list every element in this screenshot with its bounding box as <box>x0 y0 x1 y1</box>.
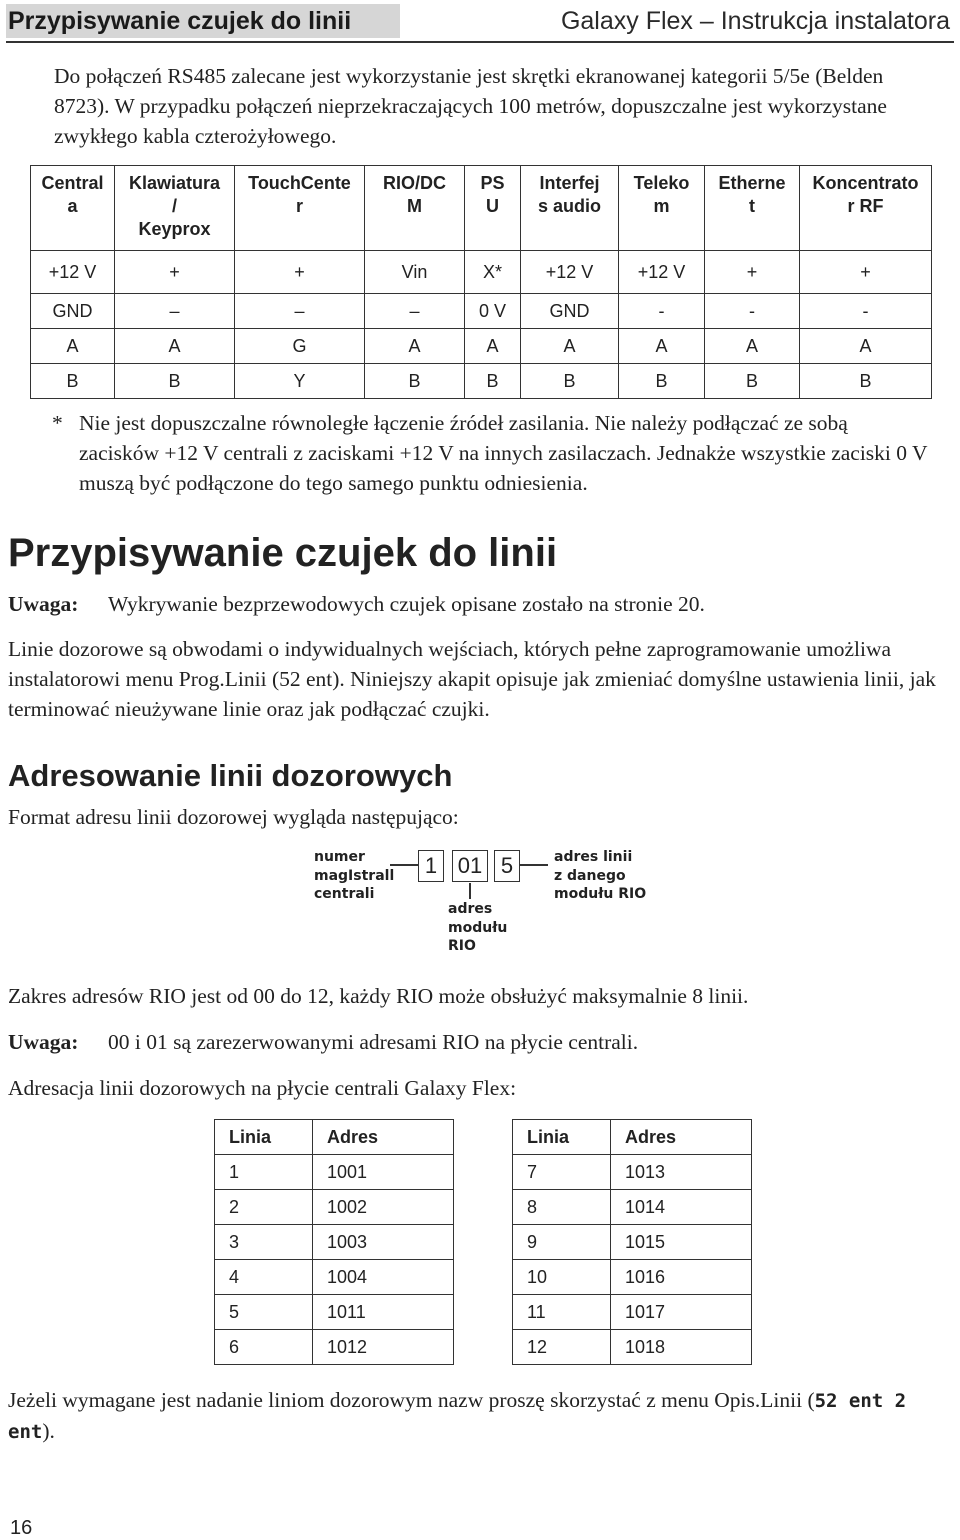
connection-table-cell: B <box>465 364 521 399</box>
note-1-text: Wykrywanie bezprzewodowych czujek opisane zostało na stronie 20. <box>108 592 705 616</box>
connection-column-header-line: RIO/DC <box>383 173 446 193</box>
header-section-title: Przypisywanie czujek do linii <box>6 4 400 38</box>
connection-table-cell: A <box>31 329 115 364</box>
zone-names-text: Jeżeli wymagane jest nadanie liniom dozorowym nazw proszę skorzystać z menu Opis.Linii ( <box>8 1388 815 1412</box>
address-table-cell: 1004 <box>313 1260 454 1295</box>
connection-table-cell: A <box>521 329 619 364</box>
connection-table-cell: +12 V <box>31 251 115 294</box>
connection-table-cell: Vin <box>365 251 465 294</box>
connection-column-header-line: Keyprox <box>138 219 211 239</box>
diagram-left-label-line: centrali <box>314 886 375 902</box>
connection-column-header <box>705 166 800 251</box>
address-table-cell: 1018 <box>611 1330 752 1365</box>
connection-column-header-line: Teleko <box>633 173 690 193</box>
diagram-right-label-line: z danego <box>554 867 626 884</box>
address-table-row <box>215 1190 454 1225</box>
address-table-row <box>513 1155 752 1190</box>
address-table-column-header: Linia <box>215 1120 313 1155</box>
address-table-cell: 10 <box>513 1260 611 1295</box>
connection-table-row <box>31 294 932 329</box>
address-table-cell: 1003 <box>313 1225 454 1260</box>
diagram-box-rio: 01 <box>452 850 488 882</box>
zone-names-paragraph <box>8 1385 953 1447</box>
note-2-text: 00 i 01 są zarezerwowanymi adresami RIO na płycie centrali. <box>108 1030 639 1054</box>
connection-table-cell: A <box>705 329 800 364</box>
addressing-intro: Adresacja linii dozorowych na płycie centrali Galaxy Flex: <box>8 1076 517 1100</box>
connection-table-cell: B <box>705 364 800 399</box>
address-table-right-header <box>513 1120 752 1155</box>
address-table-cell: 7 <box>513 1155 611 1190</box>
diagram-left-label <box>314 848 394 904</box>
connection-column-header-line: r RF <box>847 196 884 216</box>
connection-table-cell: A <box>365 329 465 364</box>
rio-range-text: Zakres adresów RIO jest od 00 do 12, każdy RIO może obsłużyć maksymalnie 8 linii. <box>8 984 749 1008</box>
connection-column-header-line: s audio <box>537 196 601 216</box>
address-format-diagram <box>312 846 652 956</box>
diagram-left-label-line: magIstrall <box>314 867 395 884</box>
address-table-cell: 12 <box>513 1330 611 1365</box>
diagram-bottom-label <box>448 900 507 956</box>
address-table-right <box>512 1119 752 1365</box>
connection-column-header <box>235 166 365 251</box>
address-table-cell: 2 <box>215 1190 313 1225</box>
menu-shortcut-code: 52 ent 2 ent <box>8 1390 907 1443</box>
address-table-row <box>215 1295 454 1330</box>
connection-table-cell: + <box>115 251 235 294</box>
connection-table-row <box>31 364 932 399</box>
diagram-bottom-label-line: adres <box>448 901 493 917</box>
address-table-cell: 1012 <box>313 1330 454 1365</box>
diagram-bottom-label-line: RIO <box>448 938 476 954</box>
address-table-row <box>215 1260 454 1295</box>
connection-column-header-line: r <box>295 196 303 216</box>
connection-table-cell: B <box>619 364 705 399</box>
address-table-cell: 1016 <box>611 1260 752 1295</box>
address-table-cell: 3 <box>215 1225 313 1260</box>
connection-column-header-line: Central <box>41 173 104 193</box>
connection-table <box>30 165 932 399</box>
connection-table-row <box>31 251 932 294</box>
connection-table-cell: – <box>365 294 465 329</box>
connection-column-header <box>619 166 705 251</box>
diagram-connector-bottom <box>469 883 471 899</box>
connection-column-header <box>465 166 521 251</box>
footnote <box>52 408 932 498</box>
connection-table-cell: A <box>619 329 705 364</box>
connection-table-cell: 0 V <box>465 294 521 329</box>
address-table-row <box>513 1330 752 1365</box>
connection-table-cell: A <box>115 329 235 364</box>
address-table-cell: 1002 <box>313 1190 454 1225</box>
connection-column-header-line: Klawiatura <box>128 173 221 193</box>
connection-table-cell: + <box>800 251 932 294</box>
connection-column-header-line: a <box>67 196 78 216</box>
note-1 <box>8 589 948 619</box>
connection-column-header-line: M <box>407 196 422 216</box>
address-table-cell: 1011 <box>313 1295 454 1330</box>
connection-table-cell: - <box>619 294 705 329</box>
diagram-right-label <box>554 848 646 904</box>
address-table-row <box>215 1155 454 1190</box>
diagram-right-label-line: modułu RIO <box>554 886 647 902</box>
subheading: Adresowanie linii dozorowych <box>8 758 453 793</box>
connection-table-cell: GND <box>31 294 115 329</box>
note-2 <box>8 1027 948 1057</box>
connection-table-cell: GND <box>521 294 619 329</box>
address-table-row <box>513 1295 752 1330</box>
connection-column-header-line: Etherne <box>718 173 786 193</box>
address-table-row <box>513 1225 752 1260</box>
address-table-row <box>513 1260 752 1295</box>
address-table-cell: 1001 <box>313 1155 454 1190</box>
connection-table-cell: B <box>115 364 235 399</box>
connection-table-cell: – <box>235 294 365 329</box>
address-table-column-header: Adres <box>313 1120 454 1155</box>
connection-table-cell: +12 V <box>619 251 705 294</box>
connection-column-header <box>115 166 235 251</box>
connection-table-cell: G <box>235 329 365 364</box>
address-table-cell: 8 <box>513 1190 611 1225</box>
address-table-left <box>214 1119 454 1365</box>
diagram-connector-left <box>390 864 418 866</box>
address-table-cell: 6 <box>215 1330 313 1365</box>
connection-table-row <box>31 329 932 364</box>
address-table-column-header: Adres <box>611 1120 752 1155</box>
connection-column-header-line: m <box>653 196 670 216</box>
diagram-connector-right <box>520 864 548 866</box>
connection-column-header-line: Interfej <box>539 173 600 193</box>
connection-table-cell: B <box>800 364 932 399</box>
header-rule <box>6 41 954 43</box>
connection-table-cell: A <box>465 329 521 364</box>
connection-table-cell: A <box>800 329 932 364</box>
connection-table-cell: B <box>521 364 619 399</box>
connection-table-cell: +12 V <box>521 251 619 294</box>
address-table-cell: 1017 <box>611 1295 752 1330</box>
connection-column-header-line: Koncentrato <box>812 173 919 193</box>
header-doc-title: Galaxy Flex – Instrukcja instalatora <box>560 7 950 35</box>
address-table-row <box>513 1190 752 1225</box>
page-number: 16 <box>10 1517 33 1539</box>
address-table-cell: 1013 <box>611 1155 752 1190</box>
address-table-row <box>215 1225 454 1260</box>
connection-column-header <box>31 166 115 251</box>
address-table-row <box>215 1330 454 1365</box>
zones-paragraph: Linie dozorowe są obwodami o indywidualnych wejściach, których pełne zaprogramowanie umożliwa instalatorowi menu Prog.Linii (52 ent). Niniejszy akapit opisuje jak zmieniać domyślne ustawienia linii, jak terminować nieużywane linie oraz jak podłączać czujki. <box>8 637 936 721</box>
connection-table-cell: B <box>365 364 465 399</box>
diagram-bottom-label-line: modułu <box>448 919 508 936</box>
connection-table-cell: - <box>800 294 932 329</box>
page-header <box>6 4 954 40</box>
connection-table-cell: X* <box>465 251 521 294</box>
address-table-cell: 11 <box>513 1295 611 1330</box>
diagram-right-label-line: adres linii <box>554 849 633 865</box>
connection-table-cell: Y <box>235 364 365 399</box>
address-table-column-header: Linia <box>513 1120 611 1155</box>
address-table-cell: 9 <box>513 1225 611 1260</box>
address-table-cell: 5 <box>215 1295 313 1330</box>
diagram-box-panel: 1 <box>418 850 444 882</box>
footnote-marker: * <box>52 411 63 435</box>
connection-table-header <box>31 166 932 251</box>
connection-column-header <box>365 166 465 251</box>
diagram-left-label-line: numer <box>314 849 365 865</box>
note-2-label: Uwaga: <box>8 1030 79 1054</box>
connection-column-header-line: / <box>171 196 177 216</box>
note-1-label: Uwaga: <box>8 592 79 616</box>
connection-column-header-line: t <box>749 196 755 216</box>
connection-table-cell: - <box>705 294 800 329</box>
connection-column-header-line: TouchCente <box>248 173 351 193</box>
connection-table-cell: + <box>235 251 365 294</box>
connection-column-header <box>521 166 619 251</box>
address-table-cell: 1015 <box>611 1225 752 1260</box>
address-table-cell: 4 <box>215 1260 313 1295</box>
address-table-cell: 1014 <box>611 1190 752 1225</box>
address-table-cell: 1 <box>215 1155 313 1190</box>
address-table-left-header <box>215 1120 454 1155</box>
connection-table-cell: B <box>31 364 115 399</box>
format-intro: Format adresu linii dozorowej wygląda następująco: <box>8 805 459 829</box>
footnote-text: Nie jest dopuszczalne równoległe łączenie źródeł zasilania. Nie należy podłączać ze sobą zacisków +12 V centrali z zaciskami +12 V na innych zasilaczach. Jednakże wszystkie zaciski 0 V muszą być podłączone do tego samego punktu odniesienia. <box>79 411 928 495</box>
connection-table-cell: – <box>115 294 235 329</box>
intro-paragraph: Do połączeń RS485 zalecane jest wykorzystanie jest skrętki ekranowanej kategorii 5/5e (Belden 8723). W przypadku połączeń nieprzekraczających 100 metrów, dopuszczalne jest wykorzystane zwykłego kabla czterożyłowego. <box>54 64 887 148</box>
zone-names-text-end: ). <box>42 1419 55 1443</box>
connection-column-header-line: PS <box>480 173 505 193</box>
section-heading: Przypisywanie czujek do linii <box>8 531 558 575</box>
connection-table-cell: + <box>705 251 800 294</box>
diagram-box-zone: 5 <box>494 850 520 882</box>
connection-column-header <box>800 166 932 251</box>
connection-column-header-line: U <box>486 196 499 216</box>
